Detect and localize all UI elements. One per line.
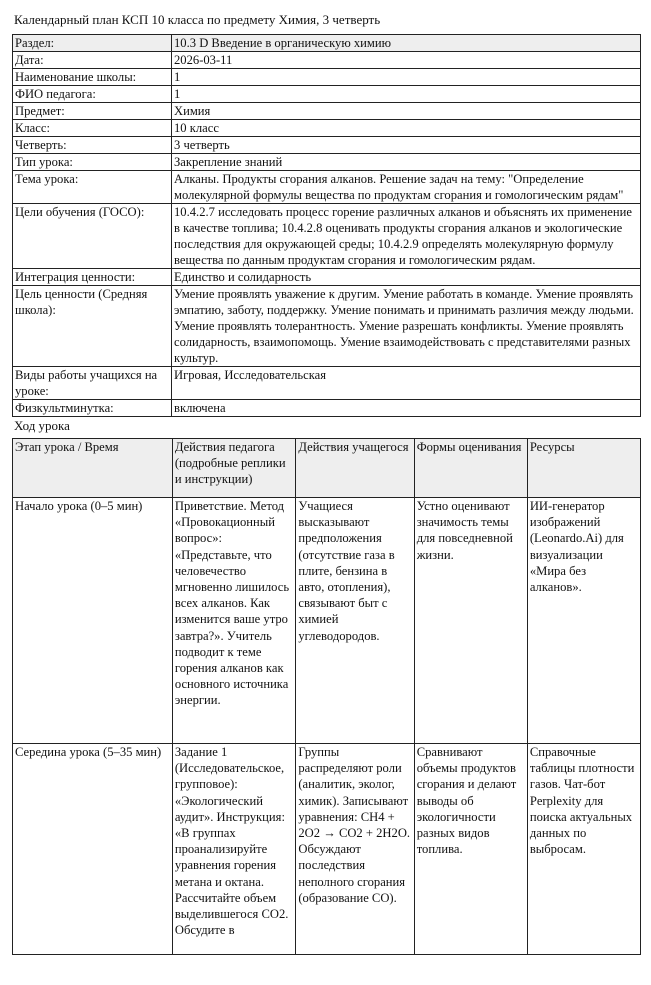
lesson-info-table	[12, 34, 641, 417]
plan-header-row	[13, 439, 641, 498]
info-row	[13, 286, 641, 367]
plan-cell-teacher: Задание 1 (Исследовательское, групповое): «Экологический аудит». Инструкция: «В группах проанализируйте уравнения горения метана и октана. Рассчитайте объем выделившегося CO2. Обсудите в	[172, 744, 296, 955]
info-value: включена	[172, 400, 641, 417]
info-value: 2026-03-11	[172, 52, 641, 69]
plan-row	[13, 498, 641, 744]
info-value: 10.3 D Введение в органическую химию	[172, 35, 641, 52]
plan-cell-student: Группы распределяют роли (аналитик, эколог, химик). Записывают уравнения: CH4 + 2O2 → CO2 + 2H2O. Обсуждают последствия неполного сгорания (образование CO).	[296, 744, 414, 955]
header-student: Действия учащегося	[296, 439, 414, 498]
info-label: Тема урока:	[13, 171, 172, 204]
plan-cell-resources: Справочные таблицы плотности газов. Чат-бот Perplexity для поиска актуальных данных по выбросам.	[527, 744, 640, 955]
info-value: Закрепление знаний	[172, 154, 641, 171]
info-label: Класс:	[13, 120, 172, 137]
section-title: Ход урока	[14, 418, 70, 433]
info-value: 3 четверть	[172, 137, 641, 154]
info-label: Интеграция ценности:	[13, 269, 172, 286]
info-label: ФИО педагога:	[13, 86, 172, 103]
header-teacher: Действия педагога (подробные реплики и инструкции)	[172, 439, 296, 498]
plan-cell-resources: ИИ-генератор изображений (Leonardo.Ai) для визуализации «Мира без алканов».	[527, 498, 640, 744]
info-label: Четверть:	[13, 137, 172, 154]
info-row	[13, 154, 641, 171]
info-row	[13, 367, 641, 400]
header-assessment: Формы оценивания	[414, 439, 527, 498]
info-row	[13, 86, 641, 103]
info-row	[13, 120, 641, 137]
info-value: 10 класс	[172, 120, 641, 137]
info-label: Раздел:	[13, 35, 172, 52]
info-label: Дата:	[13, 52, 172, 69]
info-label: Предмет:	[13, 103, 172, 120]
info-label: Цель ценности (Средняя школа):	[13, 286, 172, 367]
info-value: 1	[172, 69, 641, 86]
info-row	[13, 171, 641, 204]
info-row	[13, 400, 641, 417]
info-value: Алканы. Продукты сгорания алканов. Решение задач на тему: "Определение молекулярной формулы вещества по продуктам сгорания и гомологическим рядам"	[172, 171, 641, 204]
info-row	[13, 137, 641, 154]
info-value: Химия	[172, 103, 641, 120]
plan-cell-student: Учащиеся высказывают предположения (отсутствие газа в плите, бензина в авто, отопления), связывают быт с химией углеводородов.	[296, 498, 414, 744]
info-value: Единство и солидарность	[172, 269, 641, 286]
plan-row	[13, 744, 641, 955]
info-row	[13, 269, 641, 286]
plan-cell-assessment: Устно оценивают значимость темы для повседневной жизни.	[414, 498, 527, 744]
info-row	[13, 204, 641, 269]
info-row	[13, 103, 641, 120]
info-value: Игровая, Исследовательская	[172, 367, 641, 400]
info-row	[13, 52, 641, 69]
plan-cell-teacher: Приветствие. Метод «Провокационный вопрос»: «Представьте, что человечество мгновенно лишилось всех алканов. Как изменится ваше утро завтра?». Учитель подводит к теме горения алканов как основного источника энергии.	[172, 498, 296, 744]
info-label: Наименование школы:	[13, 69, 172, 86]
info-label: Физкультминутка:	[13, 400, 172, 417]
info-value: 10.4.2.7 исследовать процесс горение различных алканов и объяснять их применение в качестве топлива; 10.4.2.8 оценивать продукты сгорания алканов и экологические последствия для окружающей среды; 10.4.2.9 определять молекулярную формулу вещества по данным продуктам сгорания и гомологическим рядам.	[172, 204, 641, 269]
lesson-plan-table	[12, 438, 641, 955]
info-label: Цели обучения (ГОСО):	[13, 204, 172, 269]
info-value: Умение проявлять уважение к другим. Умение работать в команде. Умение проявлять эмпатию, заботу, поддержку. Умение понимать и принимать различия между людьми. Умение проявлять толерантность. Умение разрешать конфликты. Умение проявлять солидарность, взаимопомощь. Умение взаимодействовать с представителями разных культур.	[172, 286, 641, 367]
plan-cell-stage: Середина урока (5–35 мин)	[13, 744, 173, 955]
info-row	[13, 69, 641, 86]
plan-cell-assessment: Сравнивают объемы продуктов сгорания и делают выводы об экологичности разных видов топлива.	[414, 744, 527, 955]
header-stage: Этап урока / Время	[13, 439, 173, 498]
info-value: 1	[172, 86, 641, 103]
header-resources: Ресурсы	[527, 439, 640, 498]
info-label: Виды работы учащихся на уроке:	[13, 367, 172, 400]
page-title: Календарный план КСП 10 класса по предмету Химия, 3 четверть	[14, 12, 381, 27]
plan-cell-stage: Начало урока (0–5 мин)	[13, 498, 173, 744]
info-label: Тип урока:	[13, 154, 172, 171]
info-row	[13, 35, 641, 52]
